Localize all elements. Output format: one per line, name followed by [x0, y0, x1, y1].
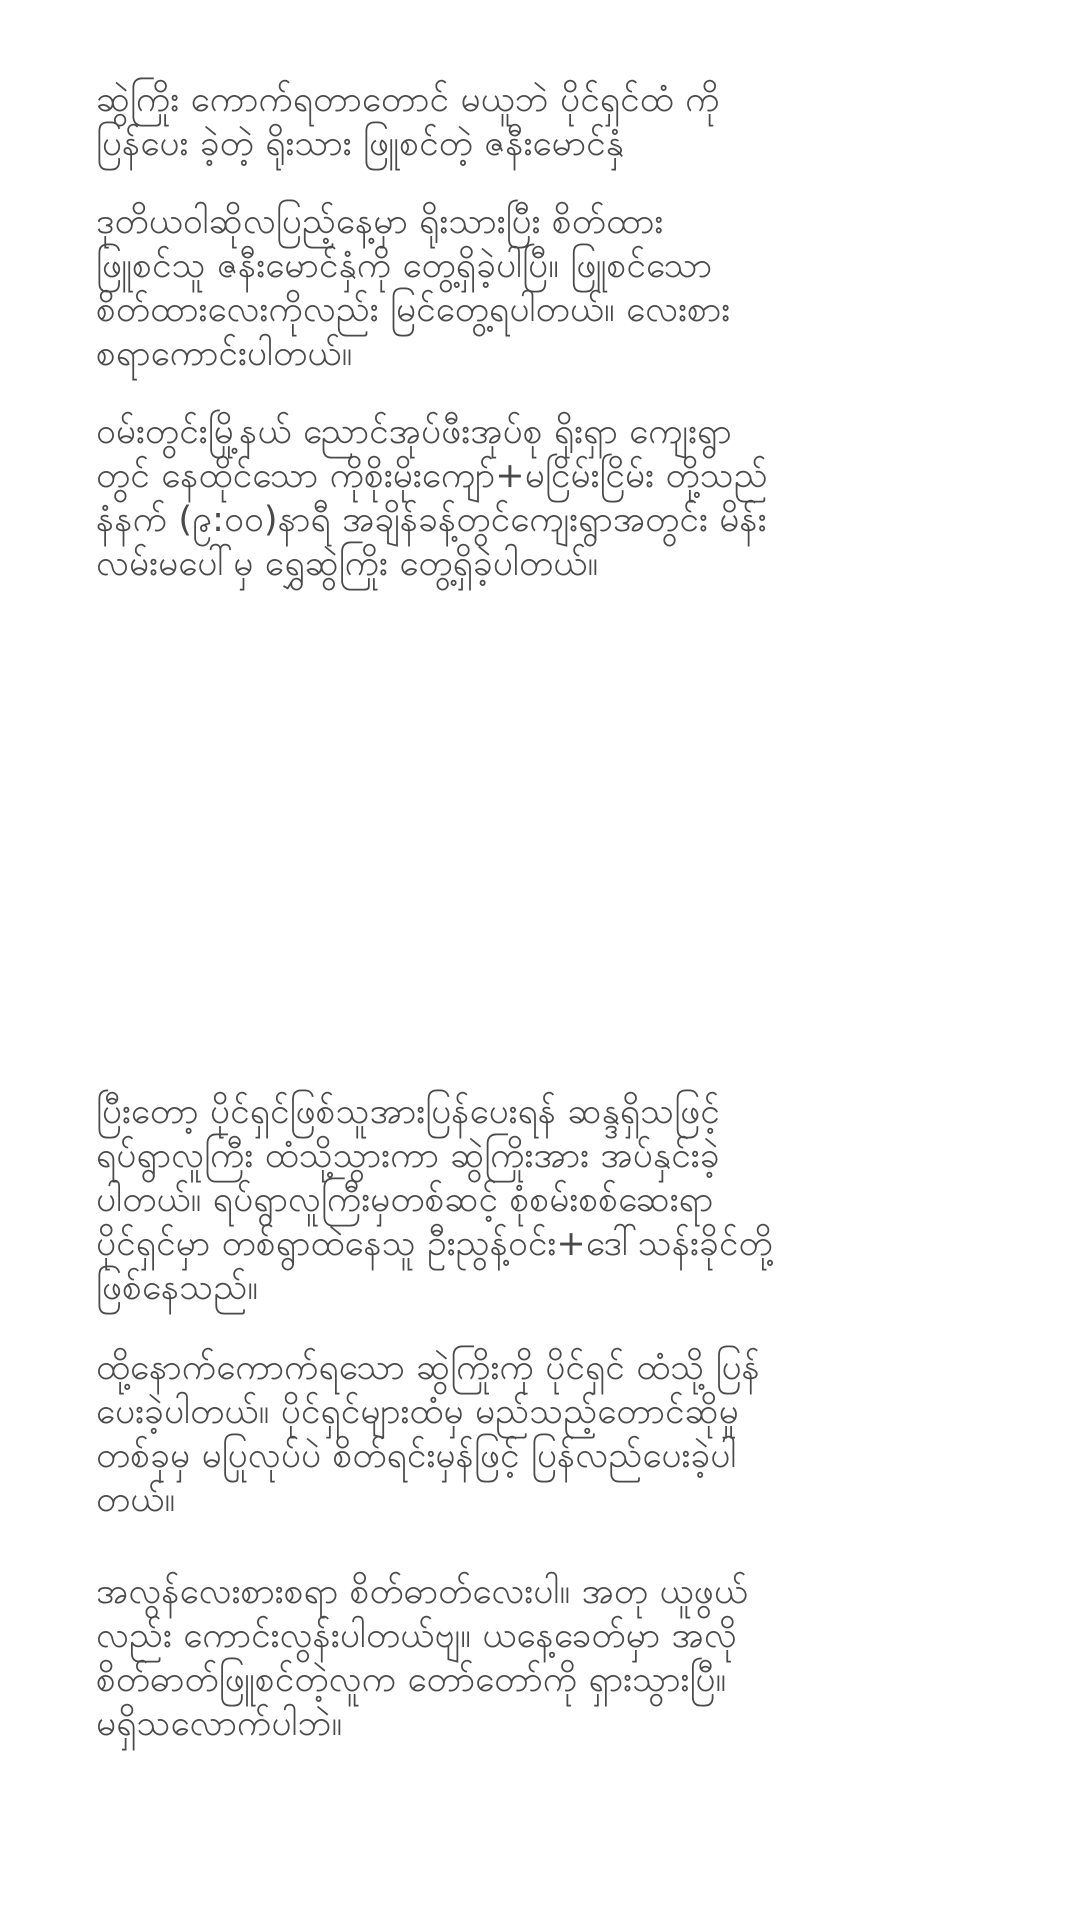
article-bottom-section	[96, 1090, 996, 1746]
body-paragraph: ထို့နောက်ကောက်ရသော ဆွဲကြိုးကို ပိုင်ရှင် ထံသို့ ပြန် ပေးခဲ့ပါတယ်။ ပိုင်ရှင်များထံမှ မည်သည့်တောင်ဆိုမှု တစ်ခုမှ မပြုလုပ်ပဲ စိတ်ရင်းမှန်ဖြင့် ပြန်လည်ပေးခဲ့ပါ တယ်။	[96, 1348, 760, 1520]
headline-paragraph: ဆွဲကြိုး ကောက်ရတာတောင် မယူဘဲ ပိုင်ရှင်ထံ ကို ပြန်ပေး ခဲ့တဲ့ ရိုးသား ဖြူစင်တဲ့ ဇနီးမောင်နှံ	[96, 80, 720, 164]
body-paragraph: ပြီးတော့ ပိုင်ရှင်ဖြစ်သူအားပြန်ပေးရန် ဆန္ဒရှိသဖြင့် ရပ်ရွာလူကြီး ထံသို့သွားကာ ဆွဲကြိုးအား အပ်နှင်းခဲ့ ပါတယ်။ ရပ်ရွာလူကြီးမှတစ်ဆင့် စုံစမ်းစစ်ဆေးရာ ပိုင်ရှင်မှာ တစ်ရွာထဲနေသူ ဦးညွန့်ဝင်း+ဒေါ်သန်းခိုင်တို့ ဖြစ်နေသည်။	[96, 1092, 773, 1308]
article-top-section	[96, 78, 996, 586]
image-placeholder-area	[0, 700, 1080, 1080]
body-paragraph: ဒုတိယဝါဆိုလပြည့်နေ့မှာ ရိုးသားပြီး စိတ်ထား ဖြူစင်သူ ဇနီးမောင်နှံကို တွေ့ရှိခဲ့ပါပြီ။ ဖြူစင်သော စိတ်ထားလေးကိုလည်း မြင်တွေ့ရပါတယ်။ လေးစား စရာကောင်းပါတယ်။	[96, 202, 731, 374]
closing-paragraph: အလွန်လေးစားစရာ စိတ်ဓာတ်လေးပါ။ အတု ယူဖွယ် လည်း ကောင်းလွန်းပါတယ်ဗျ။ ယနေ့ခေတ်မှာ အလို စိတ်ဓာတ်ဖြူစင်တဲ့လူက တော်တော်ကို ရှားသွားပြီ။ မရှိသလောက်ပါဘဲ။	[96, 1572, 749, 1744]
body-paragraph: ဝမ်းတွင်းမြို့နယ် ညောင်အုပ်ဖီးအုပ်စု ရိုးရှာ ကျေးရွာ တွင် နေထိုင်သော ကိုစိုးမိုးကျော်+မငြိမ်းငြိမ်း တို့သည် နံနက် (၉:၀၀)နာရီ အချိန်ခန့်တွင်ကျေးရွာအတွင်း မိန်း လမ်းမပေါ်မှ ရွှေဆွဲကြိုး တွေ့ရှိခဲ့ပါတယ်။	[96, 412, 768, 584]
